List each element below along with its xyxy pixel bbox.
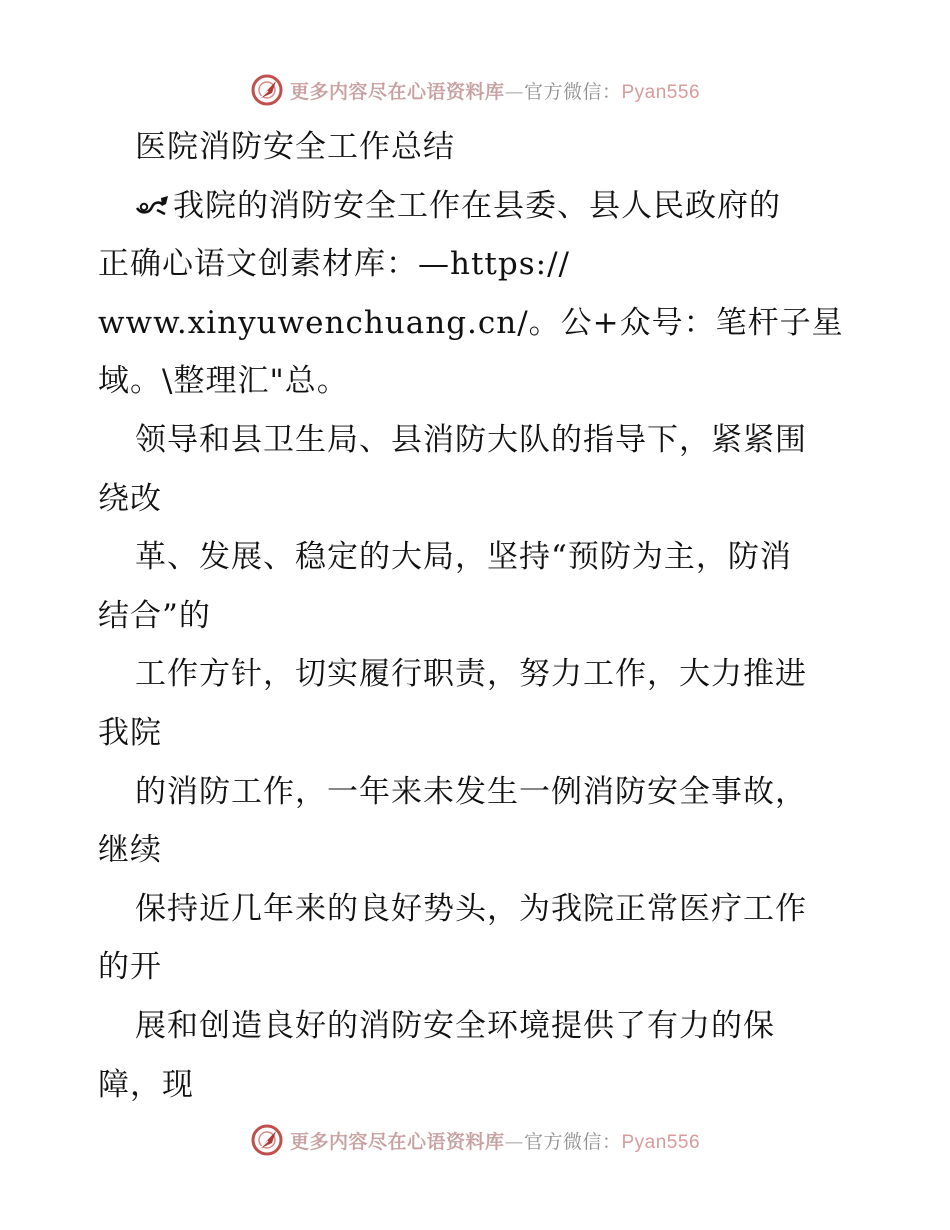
- banner-wechat-id: Pyan556: [621, 81, 701, 103]
- footer-banner: [0, 1118, 950, 1162]
- decorative-ornament-icon: [135, 192, 171, 218]
- paragraph-line-text: 我院的消防安全工作在县委、县人民政府的: [173, 187, 781, 224]
- paragraph-line: 绕改: [98, 480, 162, 517]
- quill-logo-icon: [250, 73, 284, 107]
- document-title: 医院消防安全工作总结: [135, 129, 455, 165]
- paragraph-line: 的开: [98, 949, 162, 986]
- paragraph-line: www.xinyuwenchuang.cn/。公+众号：笔杆子星: [98, 304, 844, 341]
- paragraph-line: 继续: [98, 832, 162, 869]
- paragraph-line: 正确心语文创素材库：—https://: [98, 246, 570, 283]
- quill-logo-icon: [250, 1123, 284, 1157]
- paragraph-line: 革、发展、稳定的大局，坚持“预防为主，防消: [135, 539, 792, 576]
- paragraph-line: 保持近几年来的良好势头，为我院正常医疗工作: [135, 890, 807, 927]
- paragraph-line: 的消防工作，一年来未发生一例消防安全事故，: [135, 773, 807, 810]
- banner-official-label: 官方微信：: [523, 1130, 622, 1153]
- banner-dash: —: [504, 1130, 524, 1153]
- document-body: [98, 118, 858, 1114]
- banner-slogan: 更多内容尽在心语资料库: [289, 1130, 505, 1153]
- banner-official-label: 官方微信：: [523, 80, 622, 103]
- banner-wechat-id: Pyan556: [621, 1131, 701, 1153]
- paragraph-line: [98, 177, 858, 236]
- paragraph-line: 域。\整理汇"总。: [98, 363, 349, 400]
- banner-slogan: 更多内容尽在心语资料库: [289, 80, 505, 103]
- paragraph-line: 展和创造良好的消防安全环境提供了有力的保: [135, 1007, 775, 1044]
- paragraph-line: 结合”的: [98, 597, 211, 634]
- paragraph-line: 领导和县卫生局、县消防大队的指导下，紧紧围: [135, 421, 807, 458]
- paragraph-line: 我院: [98, 714, 162, 751]
- header-banner: [0, 68, 950, 112]
- banner-dash: —: [504, 80, 524, 103]
- paragraph-line: 工作方针，切实履行职责，努力工作，大力推进: [135, 656, 807, 693]
- paragraph-line: 障，现: [98, 1066, 194, 1103]
